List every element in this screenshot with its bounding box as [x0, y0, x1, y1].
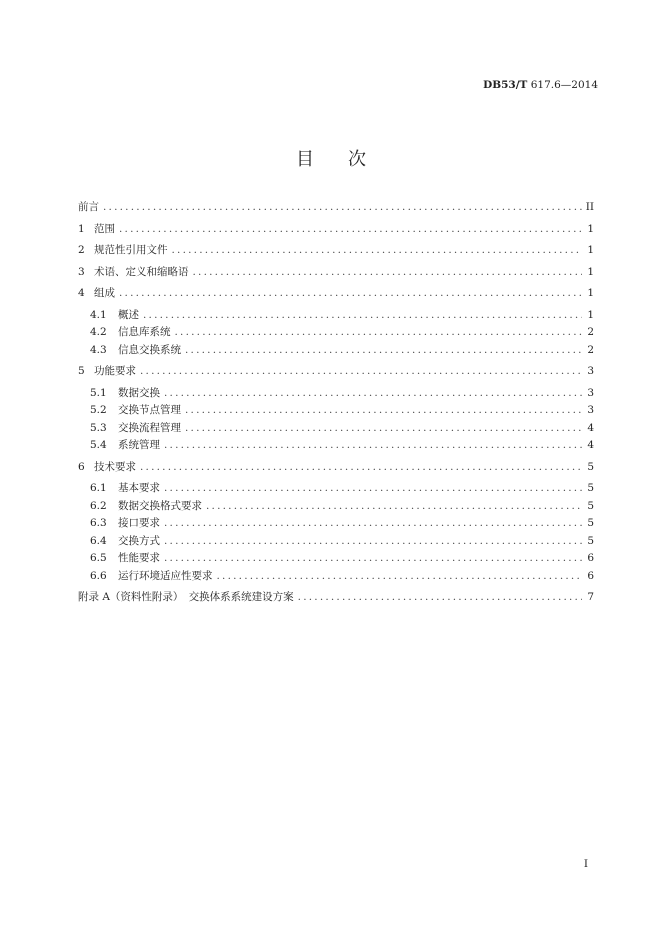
toc-title: 目次	[296, 149, 400, 170]
toc-dot-leader	[140, 363, 582, 381]
toc-entry-label: 术语、定义和缩略语	[94, 265, 189, 278]
toc-entry-page: 5	[587, 482, 594, 494]
toc-entry-number: 5	[78, 365, 85, 377]
toc-dot-leader	[193, 264, 583, 282]
toc-entry-page: 5	[587, 517, 594, 529]
toc-entry-label: 附录 A（资料性附录） 交换体系系统建设方案	[78, 591, 294, 603]
toc-entry-label: 组成	[94, 287, 115, 299]
toc-entry-label: 交换节点管理	[118, 404, 181, 416]
toc-entry[interactable]	[78, 533, 594, 551]
toc-entry[interactable]	[78, 307, 594, 325]
toc-entry-page: 5	[587, 534, 594, 547]
toc-entry-label: 范围	[94, 222, 115, 235]
toc-entry-label: 数据交换格式要求	[118, 499, 202, 512]
toc-entry-label: 技术要求	[94, 460, 136, 473]
toc-entry-page: 5	[587, 499, 594, 512]
toc-entry-page: 7	[587, 591, 594, 603]
toc-entry[interactable]	[78, 242, 594, 260]
toc-entry-heading	[90, 437, 160, 455]
toc-entry-heading	[90, 420, 181, 438]
toc-entry[interactable]	[78, 589, 594, 607]
toc-entry-page: 4	[587, 421, 594, 434]
toc-entry-page: 1	[587, 244, 594, 256]
toc-entry[interactable]	[78, 342, 594, 360]
toc-entry-label: 基本要求	[118, 482, 160, 494]
toc-dot-leader	[119, 285, 582, 303]
toc-dot-leader	[298, 589, 582, 607]
toc-entry-number: 6.3	[90, 517, 107, 529]
toc-entry-number: 1	[78, 222, 85, 235]
toc-entry-label: 信息交换系统	[118, 343, 181, 356]
toc-entry[interactable]	[78, 363, 594, 381]
toc-entry[interactable]	[78, 324, 594, 342]
toc-entry-heading	[90, 515, 160, 533]
table-of-contents	[78, 199, 594, 607]
toc-entry-heading	[78, 589, 294, 607]
toc-entry[interactable]	[78, 285, 594, 303]
standard-code-prefix: DB53/T	[483, 79, 528, 91]
toc-entry[interactable]	[78, 199, 594, 217]
toc-entry-page: 3	[587, 365, 594, 377]
toc-entry-number: 6	[78, 460, 85, 473]
toc-entry-number: 3	[78, 265, 85, 278]
standard-code-number: 617.6—2014	[527, 79, 598, 91]
toc-entry-label: 交换方式	[118, 534, 160, 547]
toc-entry-number: 6.4	[90, 534, 107, 547]
toc-entry-number: 4	[78, 287, 85, 299]
toc-entry-page: 1	[587, 287, 594, 299]
toc-entry-label: 数据交换	[118, 386, 160, 399]
toc-entry[interactable]	[78, 480, 594, 498]
toc-entry-heading	[90, 550, 160, 568]
toc-entry-number: 6.2	[90, 499, 107, 512]
toc-entry-heading	[90, 307, 139, 325]
toc-entry-number: 6.1	[90, 482, 107, 494]
toc-entry-number: 4.1	[90, 308, 107, 321]
toc-entry-label: 运行环境适应性要求	[118, 569, 213, 582]
toc-entry-heading	[78, 285, 115, 303]
toc-entry[interactable]	[78, 420, 594, 438]
toc-dot-leader	[206, 498, 582, 516]
toc-entry[interactable]	[78, 221, 594, 239]
toc-entry-page: 2	[587, 326, 594, 338]
toc-entry[interactable]	[78, 498, 594, 516]
toc-entry[interactable]	[78, 385, 594, 403]
toc-entry-heading	[78, 242, 168, 260]
toc-entry-label: 前言	[78, 201, 99, 213]
toc-dot-leader	[217, 568, 583, 586]
toc-entry-label: 系统管理	[118, 439, 160, 451]
toc-dot-leader	[172, 242, 583, 260]
toc-entry-heading	[90, 342, 181, 360]
toc-entry[interactable]	[78, 264, 594, 282]
toc-dot-leader	[140, 459, 582, 477]
toc-entry-page: 2	[587, 343, 594, 356]
toc-entry-heading	[90, 385, 160, 403]
toc-entry-label: 交换流程管理	[118, 421, 181, 434]
toc-entry-number: 5.2	[90, 404, 107, 416]
toc-dot-leader	[185, 420, 582, 438]
toc-dot-leader	[175, 324, 583, 342]
toc-entry-page: 6	[587, 569, 594, 582]
toc-entry-label: 功能要求	[94, 365, 136, 377]
toc-entry-number: 5.4	[90, 439, 107, 451]
toc-entry-heading	[78, 221, 115, 239]
toc-entry-heading	[90, 568, 213, 586]
toc-entry-page: 1	[587, 265, 594, 278]
toc-dot-leader	[164, 437, 582, 455]
toc-entry-page: 3	[587, 404, 594, 416]
toc-entry-number: 2	[78, 244, 85, 256]
toc-entry-number: 4.3	[90, 343, 107, 356]
toc-entry-number: 5.3	[90, 421, 107, 434]
toc-entry-page: 5	[587, 460, 594, 473]
toc-entry-heading	[90, 324, 171, 342]
toc-dot-leader	[164, 533, 582, 551]
toc-dot-leader	[185, 402, 582, 420]
footer-page-number: I	[583, 858, 588, 870]
toc-entry-number: 5.1	[90, 386, 107, 399]
toc-dot-leader	[164, 550, 582, 568]
toc-entry-label: 信息库系统	[118, 326, 171, 338]
toc-dot-leader	[103, 199, 582, 217]
standard-code	[483, 79, 598, 91]
toc-dot-leader	[164, 385, 582, 403]
toc-entry-page: 4	[587, 439, 594, 451]
toc-dot-leader	[164, 515, 582, 533]
toc-entry-label: 接口要求	[118, 517, 160, 529]
toc-entry-number: 6.6	[90, 569, 107, 582]
toc-entry-page: 1	[587, 308, 594, 321]
toc-dot-leader	[143, 307, 582, 325]
toc-entry-heading	[78, 363, 136, 381]
toc-entry-heading	[90, 533, 160, 551]
toc-entry-heading	[78, 459, 136, 477]
toc-entry[interactable]	[78, 459, 594, 477]
toc-entry-page: 1	[587, 222, 594, 235]
toc-entry-heading	[78, 264, 189, 282]
toc-entry-heading	[90, 480, 160, 498]
toc-entry[interactable]	[78, 402, 594, 420]
toc-dot-leader	[119, 221, 582, 239]
toc-entry-label: 性能要求	[118, 552, 160, 564]
toc-entry-label: 概述	[118, 308, 139, 321]
toc-entry-heading	[78, 199, 99, 217]
toc-entry-number: 4.2	[90, 326, 107, 338]
toc-entry[interactable]	[78, 437, 594, 455]
toc-entry[interactable]	[78, 515, 594, 533]
toc-dot-leader	[164, 480, 582, 498]
toc-entry-label: 规范性引用文件	[94, 244, 168, 256]
toc-entry[interactable]	[78, 568, 594, 586]
toc-entry-heading	[90, 402, 181, 420]
toc-dot-leader	[185, 342, 582, 360]
toc-entry-page: 6	[587, 552, 594, 564]
toc-entry-page: II	[585, 201, 594, 213]
toc-entry-page: 3	[587, 386, 594, 399]
toc-entry-number: 6.5	[90, 552, 107, 564]
toc-entry[interactable]	[78, 550, 594, 568]
toc-entry-heading	[90, 498, 202, 516]
